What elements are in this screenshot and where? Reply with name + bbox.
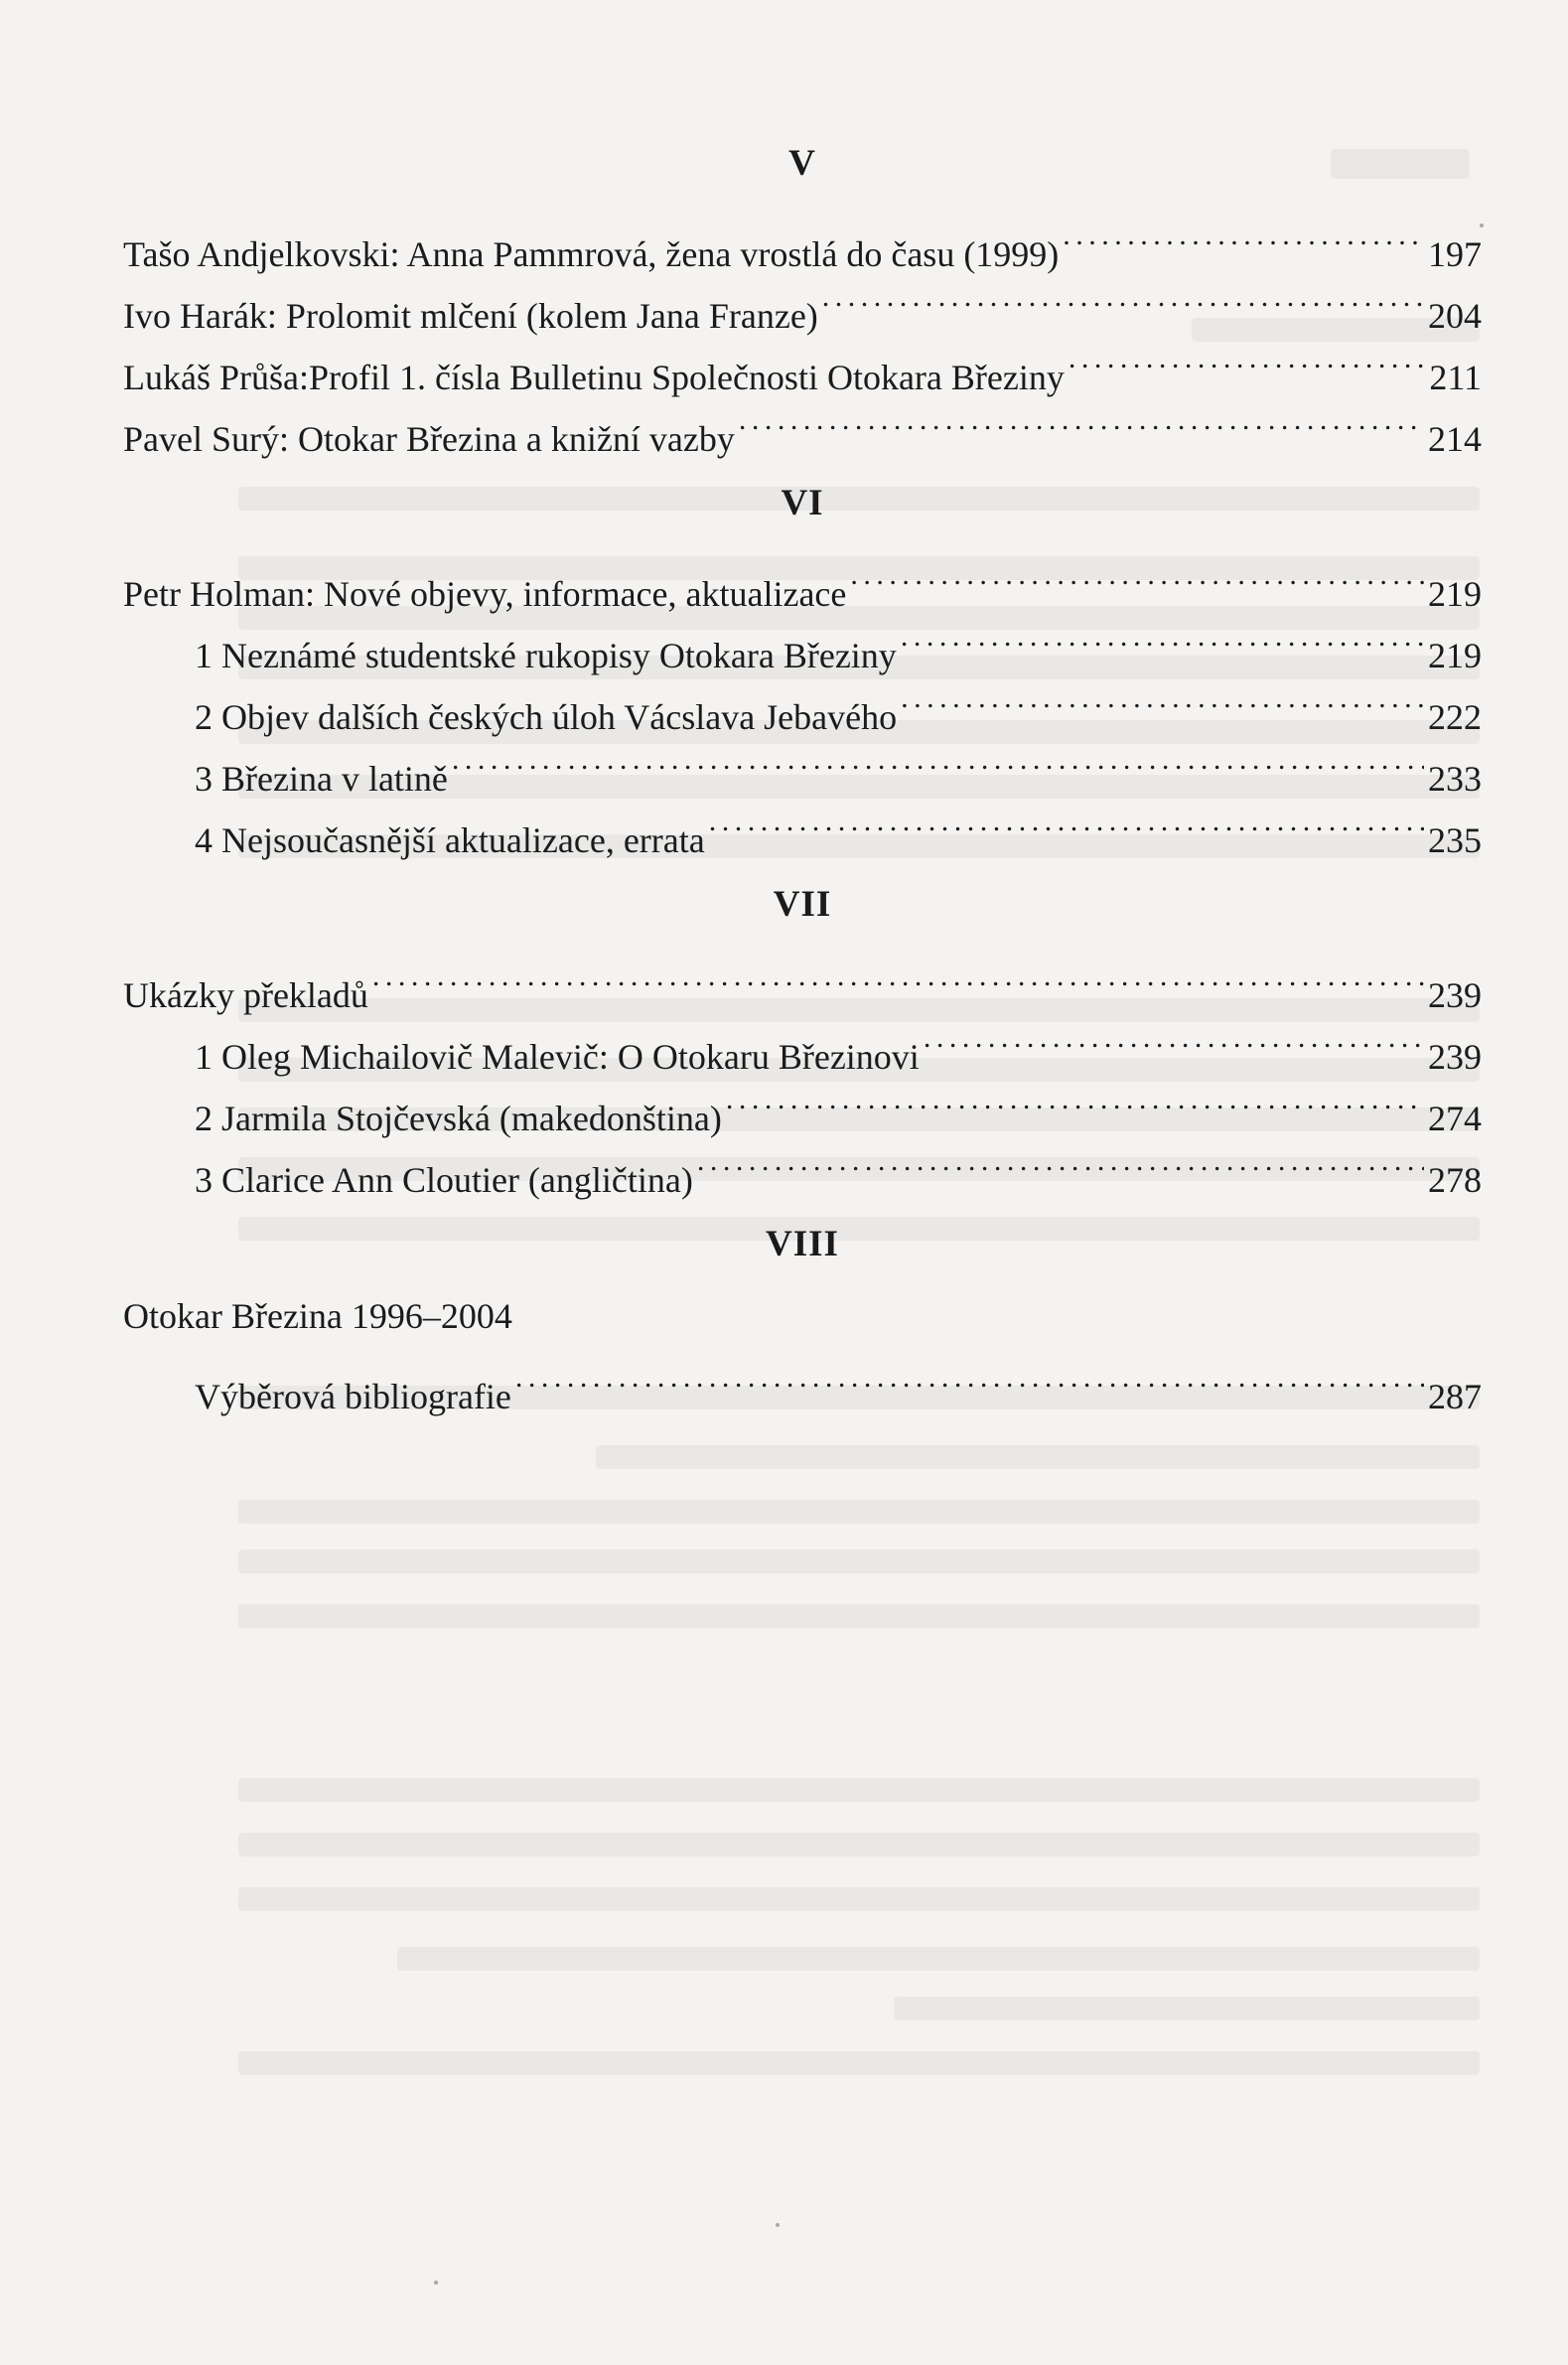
section-heading-vi: VI [781, 483, 824, 523]
toc-entry [123, 205, 1482, 274]
toc-entry-title: Tašo Andjelkovski: Anna Pammrová, žena vrostlá do času (1999) [123, 234, 1060, 274]
toc-entry-title: 3 Clarice Ann Cloutier (angličtina) [195, 1160, 693, 1200]
dot-leader [739, 389, 1424, 451]
toc-entry-page: 274 [1428, 1099, 1482, 1138]
toc-entry-title: Ukázky překladů [123, 975, 368, 1015]
toc-entry-page: 239 [1428, 1037, 1482, 1077]
dot-leader [1063, 205, 1424, 266]
toc-entry-page: 219 [1428, 636, 1482, 675]
dot-leader [822, 266, 1424, 328]
toc-entry-page: 211 [1429, 358, 1482, 397]
dot-leader [901, 667, 1424, 729]
paper-speck [434, 2281, 438, 2285]
section-heading-v: V [788, 143, 816, 184]
dot-leader [901, 606, 1424, 667]
dot-leader [709, 791, 1424, 852]
section-heading-vii: VII [773, 884, 832, 925]
toc-entry-title: Lukáš Průša:Profil 1. čísla Bulletinu Společnosti Otokara Březiny [123, 358, 1065, 397]
toc-entry-page: 239 [1428, 975, 1482, 1015]
toc-entry-page: 222 [1428, 697, 1482, 737]
dot-leader [850, 544, 1424, 606]
toc-entry [123, 946, 1482, 1015]
toc-entry-page: 214 [1428, 419, 1482, 459]
dot-leader [726, 1069, 1424, 1130]
toc-entry-page: 204 [1428, 296, 1482, 336]
toc-entry-page: 287 [1428, 1377, 1482, 1416]
toc-entry-title: Výběrová bibliografie [195, 1377, 511, 1416]
toc-entry-page: 219 [1428, 574, 1482, 614]
toc-entry-title: 2 Jarmila Stojčevská (makedonština) [195, 1099, 722, 1138]
toc-entry-title: 1 Oleg Michailovič Malevič: O Otokaru Březinovi [195, 1037, 920, 1077]
paper-speck [776, 2223, 780, 2227]
table-of-contents [123, 139, 1482, 1416]
toc-lead-line: Otokar Březina 1996–2004 [123, 1296, 512, 1336]
dot-leader [515, 1347, 1424, 1408]
dot-leader [1069, 328, 1425, 389]
toc-entry [123, 1347, 1482, 1416]
toc-entry-page: 235 [1428, 820, 1482, 860]
dot-leader [924, 1007, 1424, 1069]
dot-leader [697, 1130, 1424, 1192]
section-heading-viii: VIII [766, 1224, 839, 1264]
dot-leader [452, 729, 1424, 791]
toc-entry-title: 2 Objev dalších českých úloh Vácslava Jebavého [195, 697, 898, 737]
toc-entry-page: 278 [1428, 1160, 1482, 1200]
toc-entry-page: 233 [1428, 759, 1482, 799]
toc-entry-title: Petr Holman: Nové objevy, informace, aktualizace [123, 574, 847, 614]
toc-entry-title: Pavel Surý: Otokar Březina a knižní vazby [123, 419, 735, 459]
toc-entry-title: 1 Neznámé studentské rukopisy Otokara Březiny [195, 636, 897, 675]
toc-entry-title: Ivo Harák: Prolomit mlčení (kolem Jana Franze) [123, 296, 818, 336]
dot-leader [372, 946, 1424, 1007]
toc-entry-title: 3 Březina v latině [195, 759, 448, 799]
toc-entry-title: 4 Nejsoučasnější aktualizace, errata [195, 820, 705, 860]
toc-entry-page: 197 [1428, 234, 1482, 274]
toc-entry [123, 544, 1482, 614]
